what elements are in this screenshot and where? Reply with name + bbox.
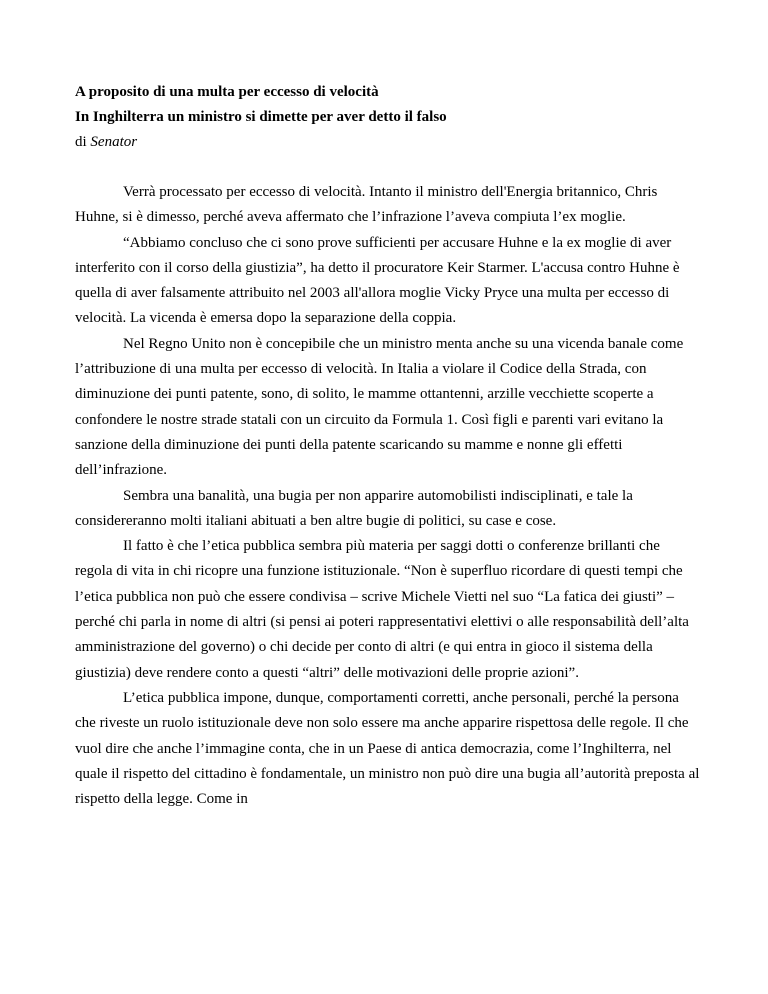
article-byline xyxy=(75,130,701,155)
document-page xyxy=(75,80,701,812)
paragraph: Sembra una banalità, una bugia per non apparire automobilisti indisciplinati, e tale la considereranno molti italiani abituati a ben altre bugie di politici, su case e cose. xyxy=(75,487,633,529)
paragraph: Il fatto è che l’etica pubblica sembra più materia per saggi dotti o conferenze brillanti che regola di vita in chi ricopre una funzione istituzionale. “Non è superfluo ricordare di questi tempi che l’etica pubblica non può che essere condivisa – scrive Michele Vietti nel suo “La fatica dei giusti” – perché chi parla in nome di altri (si pensi ai poteri rappresentativi elettivi o alle responsabilità dell’alta amministrazione del governo) o chi decide per conto di altri (e qui entra in gioco il sistema della giustizia) deve rendere conto a questi “altri” delle motivazioni delle proprie azioni”. xyxy=(75,538,689,681)
paragraph: L’etica pubblica impone, dunque, comportamenti corretti, anche personali, perché la persona che riveste un ruolo istituzionale deve non solo essere ma anche apparire rispettosa delle regole. Il che vuol dire che anche l’immagine conta, che in un Paese di antica democrazia, come l’Inghilterra, nel quale il rispetto del cittadino è fondamentale, un ministro non può dire una bugia all’autorità preposta al rispetto della legge. Come in xyxy=(75,689,700,808)
article-body xyxy=(75,180,701,812)
paragraph: Verrà processato per eccesso di velocità. Intanto il ministro dell'Energia britannico, Chris Huhne, si è dimesso, perché aveva affermato che l’infrazione l’aveva compiuta l’ex moglie. xyxy=(75,184,658,226)
article-subtitle: In Inghilterra un ministro si dimette per aver detto il falso xyxy=(75,109,447,125)
article-title: A proposito di una multa per eccesso di velocità xyxy=(75,84,379,100)
paragraph: Nel Regno Unito non è concepibile che un ministro menta anche su una vicenda banale come l’attribuzione di una multa per eccesso di velocità. In Italia a violare il Codice della Strada, con diminuzione dei punti patente, sono, di solito, le mamme ottantenni, arzille vecchiette scoperte a confondere le nostre strade statali con un circuito da Formula 1. Così figli e parenti vari evitano la sanzione della diminuzione dei punti della patente scaricando su mamme e nonne gli effetti dell’infrazione. xyxy=(75,335,684,479)
paragraph: “Abbiamo concluso che ci sono prove sufficienti per accusare Huhne e la ex moglie di aver interferito con il corso della giustizia”, ha detto il procuratore Keir Starmer. L'accusa contro Huhne è quella di aver falsamente attribuito nel 2003 all'allora moglie Vicky Pryce una multa per eccesso di velocità. La vicenda è emersa dopo la separazione della coppia. xyxy=(75,234,680,327)
author-name: Senator xyxy=(90,134,138,150)
byline-prefix: di xyxy=(75,134,87,150)
